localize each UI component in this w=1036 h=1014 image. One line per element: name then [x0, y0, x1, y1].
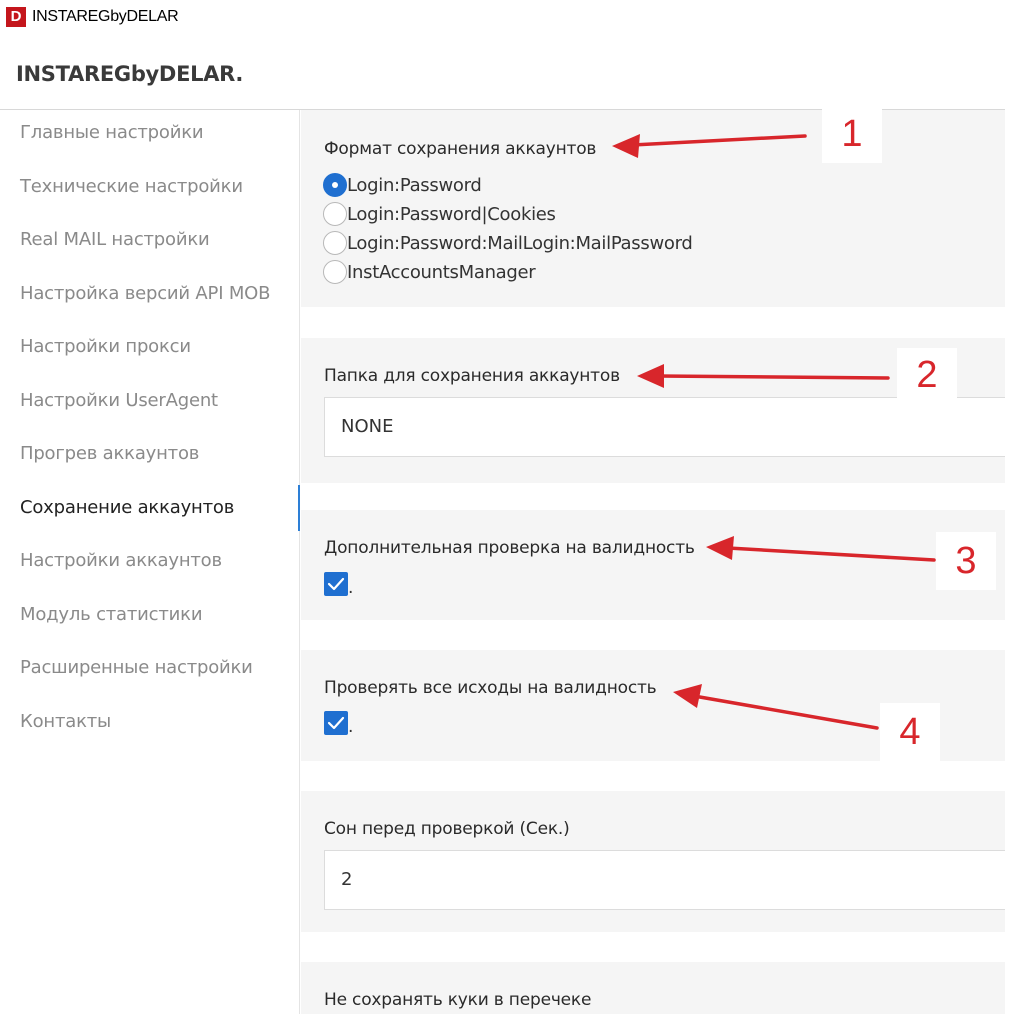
sidebar-item-proxy-settings[interactable]: Настройки прокси	[20, 336, 191, 357]
radio-login-password[interactable]	[323, 172, 482, 198]
app-logo-icon: D	[6, 7, 26, 27]
check-all-caption: .	[348, 717, 354, 737]
annotation-number-2: 2	[897, 348, 957, 403]
annotation-number-4: 4	[880, 703, 940, 761]
save-format-label: Формат сохранения аккаунтов	[324, 139, 597, 159]
checkmark-icon	[327, 576, 345, 592]
radio-label: Login:Password	[347, 174, 482, 196]
extra-validity-label: Дополнительная проверка на валидность	[324, 538, 695, 558]
radio-inst-accounts-manager[interactable]	[323, 259, 535, 285]
sidebar-item-statistics-module[interactable]: Модуль статистики	[20, 604, 203, 625]
radio-label: Login:Password|Cookies	[347, 203, 556, 225]
radio-unchecked-icon	[323, 260, 347, 284]
sidebar-active-indicator	[298, 485, 300, 531]
extra-validity-checkbox[interactable]	[324, 572, 348, 596]
radio-label: Login:Password:MailLogin:MailPassword	[347, 232, 693, 254]
check-all-label: Проверять все исходы на валидность	[324, 678, 657, 698]
radio-login-password-cookies[interactable]	[323, 201, 556, 227]
annotation-number-3: 3	[936, 532, 996, 590]
app-header-title: INSTAREGbyDELAR.	[16, 62, 244, 86]
sleep-input[interactable]: 2	[324, 850, 1005, 910]
sidebar-item-account-warmup[interactable]: Прогрев аккаунтов	[20, 443, 200, 464]
save-folder-label: Папка для сохранения аккаунтов	[324, 366, 620, 386]
save-format-panel	[301, 110, 1005, 307]
annotation-number-1: 1	[822, 108, 882, 163]
sidebar	[0, 110, 300, 1014]
radio-unchecked-icon	[323, 202, 347, 226]
sleep-label: Сон перед проверкой (Сек.)	[324, 819, 570, 839]
window-title: INSTAREGbyDELAR	[32, 8, 179, 25]
extra-validity-panel	[301, 510, 1005, 620]
checkmark-icon	[327, 715, 345, 731]
dont-save-cookies-label: Не сохранять куки в перечеке	[324, 990, 592, 1010]
sidebar-item-account-settings[interactable]: Настройки аккаунтов	[20, 550, 222, 571]
radio-checked-icon	[323, 173, 347, 197]
sidebar-item-technical-settings[interactable]: Технические настройки	[20, 176, 243, 197]
radio-label: InstAccountsManager	[347, 261, 536, 283]
extra-validity-caption: .	[348, 578, 354, 598]
sidebar-item-api-mob-versions[interactable]: Настройка версий API MOB	[20, 283, 271, 304]
check-all-checkbox[interactable]	[324, 711, 348, 735]
window-titlebar	[0, 0, 1036, 36]
sidebar-item-account-saving[interactable]: Сохранение аккаунтов	[20, 497, 235, 518]
sleep-panel	[301, 791, 1005, 932]
dont-save-cookies-panel	[301, 962, 1005, 1014]
sidebar-item-main-settings[interactable]: Главные настройки	[20, 122, 204, 143]
sidebar-item-useragent-settings[interactable]: Настройки UserAgent	[20, 390, 218, 411]
radio-login-password-mail[interactable]	[323, 230, 693, 256]
sidebar-item-advanced-settings[interactable]: Расширенные настройки	[20, 657, 253, 678]
settings-content[interactable]	[301, 110, 1005, 1014]
sidebar-item-contacts[interactable]: Контакты	[20, 711, 112, 732]
save-folder-input[interactable]: NONE	[324, 397, 1005, 457]
sidebar-item-real-mail-settings[interactable]: Real MAIL настройки	[20, 229, 210, 250]
radio-unchecked-icon	[323, 231, 347, 255]
